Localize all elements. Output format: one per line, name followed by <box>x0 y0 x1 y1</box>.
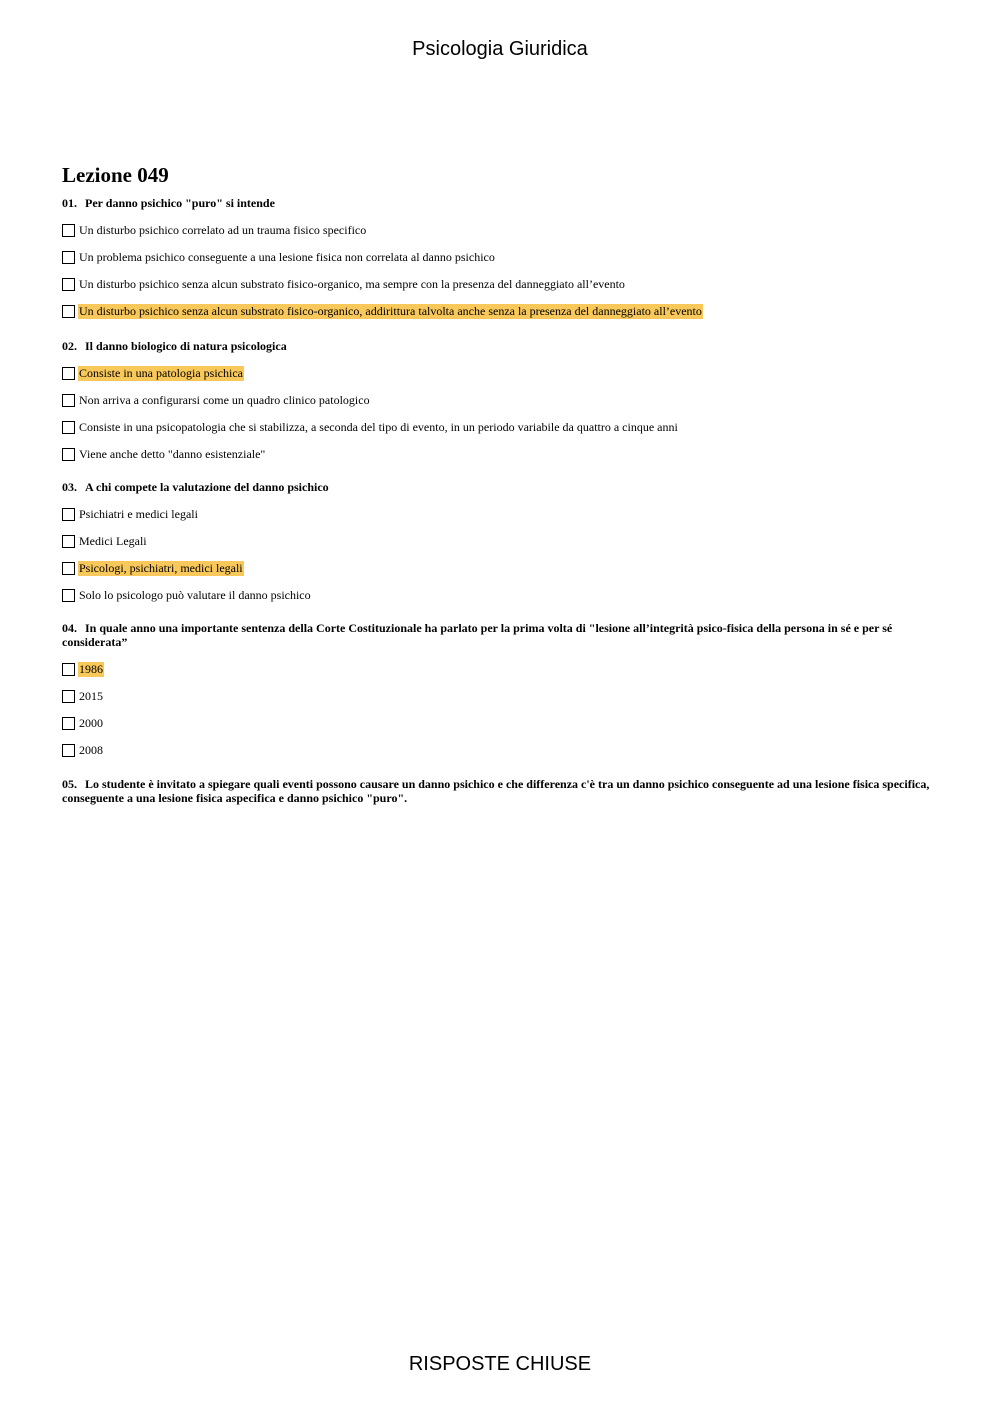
answer-text: Un problema psichico conseguente a una lesione fisica non correlata al danno psichico <box>79 250 495 264</box>
answer-text: Medici Legali <box>79 534 147 548</box>
checkbox[interactable] <box>62 508 75 521</box>
answer-option[interactable] <box>62 737 942 764</box>
question-text <box>62 621 942 649</box>
checkbox[interactable] <box>62 589 75 602</box>
answer-text: 2015 <box>79 689 103 703</box>
answer-option[interactable] <box>62 271 942 298</box>
checkbox[interactable] <box>62 744 75 757</box>
answer-text-highlighted: 1986 <box>79 662 103 676</box>
answer-option-correct[interactable] <box>62 555 942 582</box>
answer-option[interactable] <box>62 501 942 528</box>
question-label: In quale anno una importante sentenza della Corte Costituzionale ha parlato per la prima volta di "lesione all’integrità psico-fisica della persona in sé e per sé considerata” <box>62 621 893 649</box>
answer-option[interactable] <box>62 528 942 555</box>
answer-text: Viene anche detto "danno esistenziale" <box>79 447 266 461</box>
question-label: A chi compete la valutazione del danno psichico <box>85 480 329 494</box>
question-number: 02. <box>62 339 77 353</box>
checkbox[interactable] <box>62 224 75 237</box>
answer-text: Un disturbo psichico correlato ad un trauma fisico specifico <box>79 223 367 237</box>
question-number: 01. <box>62 196 77 210</box>
checkbox[interactable] <box>62 690 75 703</box>
answer-list <box>62 217 942 325</box>
answer-text-highlighted: Un disturbo psichico senza alcun substrato fisico-organico, addirittura talvolta anche senza la presenza del danneggiato all’evento <box>79 304 702 318</box>
question-text <box>62 777 942 805</box>
answer-option-correct[interactable] <box>62 656 942 683</box>
answer-text: Non arriva a configurarsi come un quadro clinico patologico <box>79 393 370 407</box>
answer-text: Un disturbo psichico senza alcun substrato fisico-organico, ma sempre con la presenza del danneggiato all’evento <box>79 277 625 291</box>
answer-text-highlighted: Consiste in una patologia psichica <box>79 366 243 380</box>
answer-list <box>62 501 942 609</box>
answer-text-highlighted: Psicologi, psichiatri, medici legali <box>79 561 243 575</box>
answer-option[interactable] <box>62 441 942 468</box>
question-text <box>62 480 942 494</box>
answer-option-correct[interactable] <box>62 298 942 325</box>
answer-option[interactable] <box>62 683 942 710</box>
checkbox[interactable] <box>62 562 75 575</box>
answer-option[interactable] <box>62 414 942 441</box>
checkbox[interactable] <box>62 367 75 380</box>
lesson-title: Lezione 049 <box>62 163 169 187</box>
answer-text: Solo lo psicologo può valutare il danno psichico <box>79 588 311 602</box>
checkbox[interactable] <box>62 448 75 461</box>
question-text <box>62 339 942 353</box>
answer-option[interactable] <box>62 244 942 271</box>
question-04 <box>62 621 942 764</box>
lesson-content <box>62 162 942 812</box>
question-text <box>62 196 942 210</box>
answer-option[interactable] <box>62 582 942 609</box>
checkbox[interactable] <box>62 535 75 548</box>
question-label: Lo studente è invitato a spiegare quali eventi possono causare un danno psichico e che differenza c'è tra un danno psichico conseguente ad una lesione fisica specifica, conseguente a una lesione fisica aspecifica e danno psichico "puro". <box>62 777 930 805</box>
question-number: 04. <box>62 621 77 635</box>
page-header-title: Psicologia Giuridica <box>412 38 588 60</box>
answer-option[interactable] <box>62 710 942 737</box>
checkbox[interactable] <box>62 394 75 407</box>
page-footer-text: RISPOSTE CHIUSE <box>408 1353 592 1375</box>
question-label: Per danno psichico "puro" si intende <box>85 196 275 210</box>
question-03 <box>62 480 942 609</box>
answer-text: 2000 <box>79 716 103 730</box>
answer-list <box>62 360 942 468</box>
checkbox[interactable] <box>62 305 75 318</box>
answer-option[interactable] <box>62 217 942 244</box>
answer-option[interactable] <box>62 387 942 414</box>
question-05 <box>62 777 942 805</box>
answer-text: 2008 <box>79 743 103 757</box>
question-number: 05. <box>62 777 77 791</box>
answer-list <box>62 656 942 764</box>
question-label: Il danno biologico di natura psicologica <box>85 339 287 353</box>
checkbox[interactable] <box>62 717 75 730</box>
question-number: 03. <box>62 480 77 494</box>
question-01 <box>62 196 942 325</box>
checkbox[interactable] <box>62 663 75 676</box>
answer-option-correct[interactable] <box>62 360 942 387</box>
question-02 <box>62 339 942 468</box>
checkbox[interactable] <box>62 278 75 291</box>
answer-text: Consiste in una psicopatologia che si stabilizza, a seconda del tipo di evento, in un periodo variabile da quattro a cinque anni <box>79 420 678 434</box>
checkbox[interactable] <box>62 421 75 434</box>
checkbox[interactable] <box>62 251 75 264</box>
answer-text: Psichiatri e medici legali <box>79 507 198 521</box>
